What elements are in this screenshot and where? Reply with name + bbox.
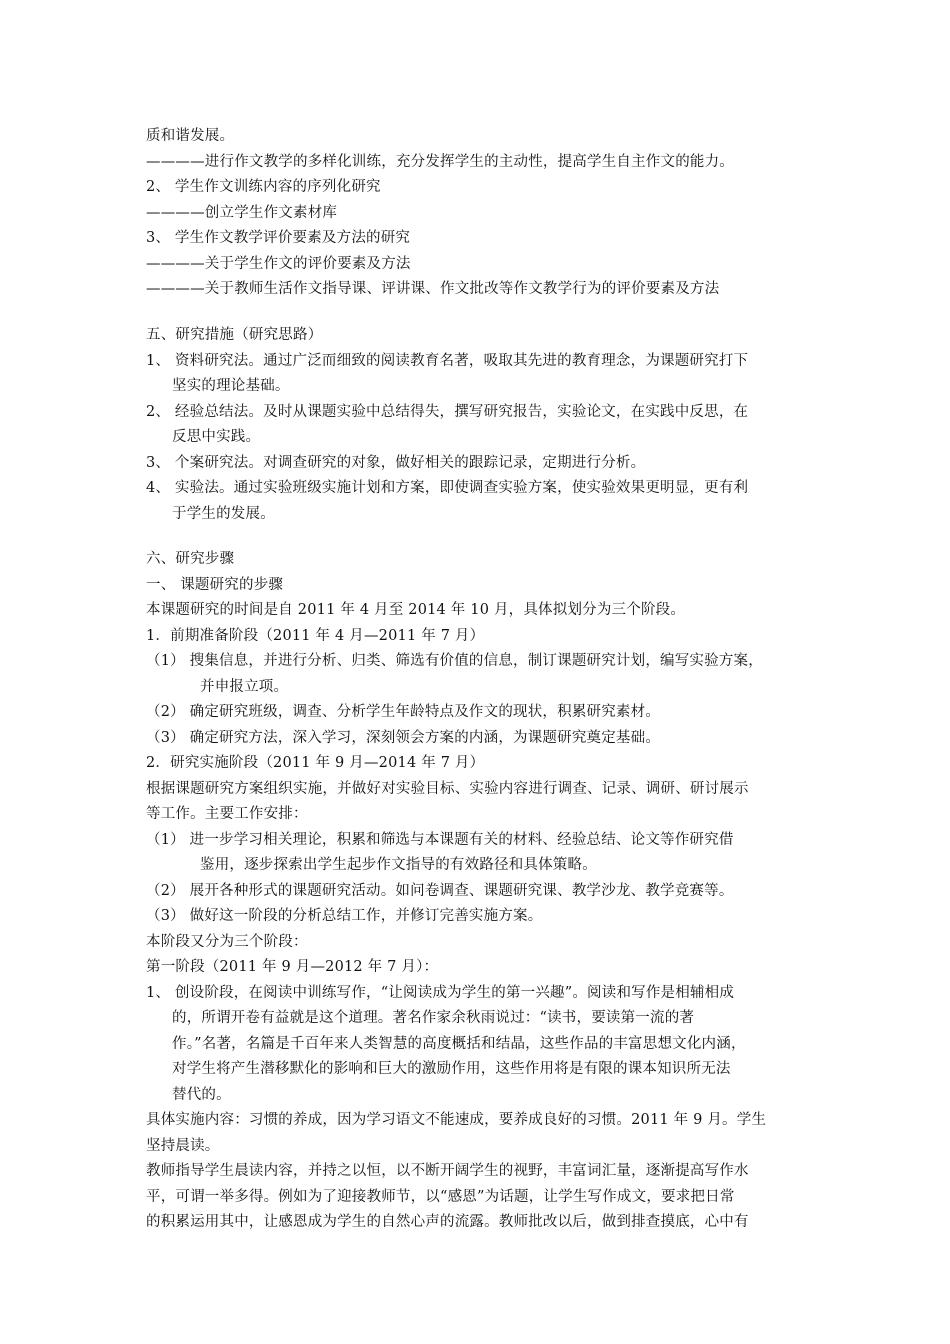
text-line: （1） 进一步学习相关理论，积累和筛选与本课题有关的材料、经验总结、论文等作研究借 [146,832,734,848]
text-line: 具体实施内容：习惯的养成，因为学习语文不能速成，要养成良好的习惯。2011 年 9 月。学生 [146,1112,767,1128]
text-line: （2） 展开各种形式的课题研究活动。如问卷调查、课题研究课、教学沙龙、教学竞赛等。 [146,883,734,899]
text-line: ————关于教师生活作文指导课、评讲课、作文批改等作文教学行为的评价要素及方法 [146,281,720,297]
text-line: 3、 学生作文教学评价要素及方法的研究 [146,230,411,246]
text-line: ————关于学生作文的评价要素及方法 [146,256,411,272]
text-line: 坚实的理论基础。 [172,378,290,394]
text-line: （3） 做好这一阶段的分析总结工作，并修订完善实施方案。 [146,908,543,924]
text-line: 根据课题研究方案组织实施，并做好对实验目标、实验内容进行调查、记录、调研、研讨展示 [146,781,749,797]
text-line: 质和谐发展。 [146,128,235,144]
subsection-heading: 一、 课题研究的步骤 [146,577,284,593]
text-line: 坚持晨读。 [146,1138,220,1154]
text-line: 反思中实践。 [172,429,261,445]
text-line: ————创立学生作文素材库 [146,205,338,221]
text-line: （3） 确定研究方法，深入学习，深刻领会方案的内涵，为课题研究奠定基础。 [146,730,661,746]
text-line: 教师指导学生晨读内容，并持之以恒，以不断开阔学生的视野，丰富词汇量，逐渐提高写作水 [146,1163,749,1179]
text-line: 3、 个案研究法。对调查研究的对象，做好相关的跟踪记录，定期进行分析。 [146,455,646,471]
text-line: 的积累运用其中，让感恩成为学生的自然心声的流露。教师批改以后，做到排查摸底，心中有 [146,1214,749,1230]
text-line: （1） 搜集信息，并进行分析、归类、筛选有价值的信息，制订课题研究计划，编写实验方案， [146,653,763,669]
text-line: ————进行作文教学的多样化训练，充分发挥学生的主动性，提高学生自主作文的能力。 [146,154,734,170]
text-line: 等工作。主要工作安排： [146,806,308,822]
text-line: 1、 资料研究法。通过广泛而细致的阅读教育名著，吸取其先进的教育理念，为课题研究打下 [146,353,749,369]
text-line: 鉴用，逐步探索出学生起步作文指导的有效路径和具体策略。 [200,857,597,873]
text-line: 于学生的发展。 [172,506,275,522]
text-line: 替代的。 [172,1087,231,1103]
text-line: 本阶段又分为三个阶段： [146,934,308,950]
text-line: 4、 实验法。通过实验班级实施计划和方案，即使调查实验方案，使实验效果更明显，更有利 [146,480,749,496]
text-line: 作。”名著，名篇是千百年来人类智慧的高度概括和结晶，这些作品的丰富思想文化内涵， [172,1036,746,1052]
text-line: 第一阶段（2011 年 9 月—2012 年 7 月）： [146,959,439,975]
text-line: 平，可谓一举多得。例如为了迎接教师节，以“感恩”为话题，让学生写作成文，要求把日常 [146,1189,735,1205]
text-line: 对学生将产生潜移默化的影响和巨大的激励作用，这些作用将是有限的课本知识所无法 [172,1061,731,1077]
section-heading: 六、研究步骤 [146,551,235,567]
text-line: 本课题研究的时间是自 2011 年 4 月至 2014 年 10 月，具体拟划分为三个阶段。 [146,602,686,618]
text-line: （2） 确定研究班级，调查、分析学生年龄特点及作文的现状，积累研究素材。 [146,704,661,720]
text-line: 1、 创设阶段，在阅读中训练写作，“让阅读成为学生的第一兴趣”。阅读和写作是相辅相成 [146,985,735,1001]
text-line: 2、 学生作文训练内容的序列化研究 [146,179,381,195]
text-line: 2、 经验总结法。及时从课题实验中总结得失，撰写研究报告，实验论文，在实践中反思，在 [146,404,749,420]
text-line: 2．研究实施阶段（2011 年 9 月—2014 年 7 月） [146,755,485,771]
text-line: 的，所谓开卷有益就是这个道理。著名作家余秋雨说过：“读书，要读第一流的著 [172,1010,695,1026]
text-line: 1．前期准备阶段（2011 年 4 月—2011 年 7 月） [146,628,485,644]
text-line: 并申报立项。 [200,679,289,695]
section-heading: 五、研究措施（研究思路） [146,327,323,343]
